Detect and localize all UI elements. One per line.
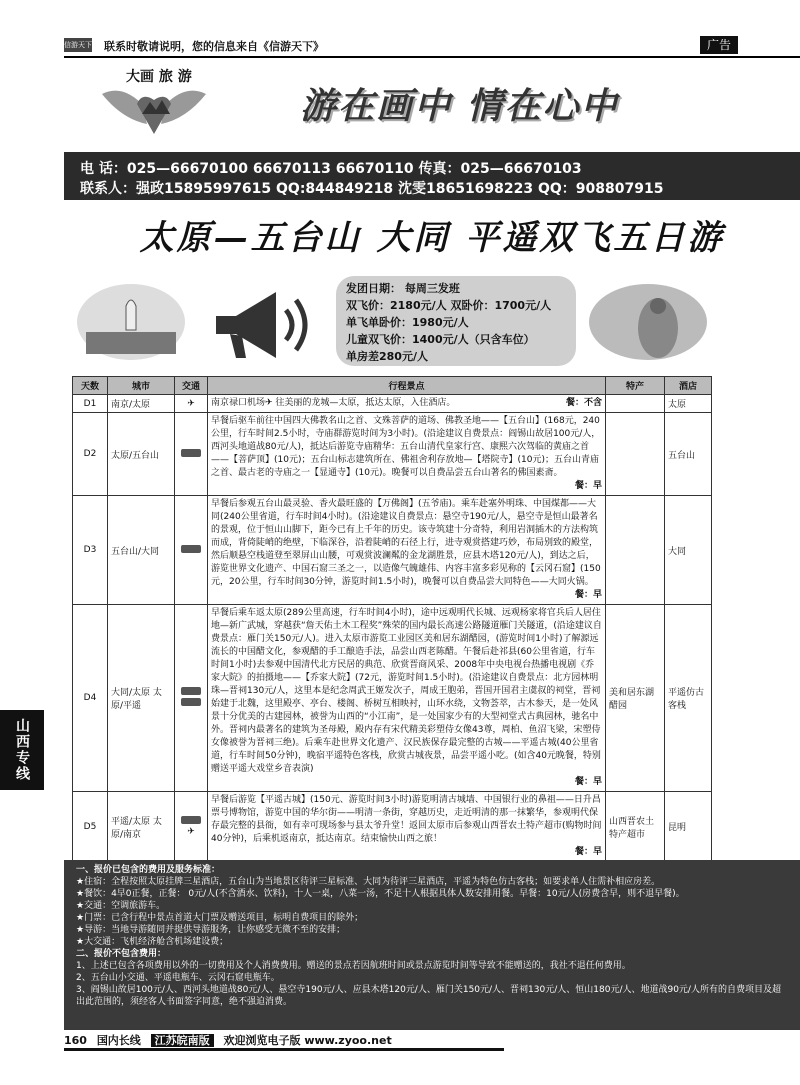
- footer: [64, 1032, 398, 1048]
- notes-panel: [64, 860, 800, 1030]
- spots-text: 早餐后游览【平遥古城】(150元、游览时间3小时)游览明清古城墙、中国银行业的鼻祖——日升昌票号博物馆，游览中国的华尔街——明清一条街，穿越历史，走近明清的那一抹繁华，参观明代保存最完整的县衙，如有幸可现场参与县太爷升堂！返回太原市后参观山西晋农土特产超市(购物时间40分钟)，后乘机返南京，抵达南京。结束愉快山西之旅！: [211, 795, 602, 844]
- specialty-cell: 山西晋农土特产超市: [606, 792, 665, 862]
- logo-text: 大画 旅 游: [126, 69, 192, 85]
- bus-icon: [181, 449, 201, 457]
- contact-band: [64, 152, 800, 200]
- bus-icon: [181, 687, 201, 695]
- city-cell: 平遥/太原 太原/南京: [108, 792, 175, 862]
- hotel-cell: 五台山: [665, 413, 712, 496]
- day-cell: D3: [73, 496, 108, 605]
- city-cell: 五台山/大同: [108, 496, 175, 605]
- slogan: 游在画中 情在心中: [300, 86, 619, 127]
- spots-cell: [208, 395, 606, 413]
- hotel-cell: 昆明: [665, 792, 712, 862]
- day-cell: D2: [73, 413, 108, 496]
- note-line: 1、上述已包含各项费用以外的一切费用及个人消费费用。赠送的景点若因航班时间或景点游览时间等导致不能赠送的，我社不退任何费用。: [76, 961, 631, 971]
- top-notice: 联系时敬请说明，您的信息来自《信游天下》: [104, 40, 324, 53]
- hotel-cell: 大同: [665, 496, 712, 605]
- ad-tag: 广告: [700, 36, 738, 54]
- price-info-box: [336, 276, 576, 366]
- day-cell: D1: [73, 395, 108, 413]
- table-row: [73, 792, 712, 862]
- edition-badge: 江苏皖南版: [151, 1034, 214, 1047]
- specialty-cell: [606, 413, 665, 496]
- note-line: ★大交通：飞机经济舱含机场建设费；: [76, 937, 229, 947]
- meal-text: 餐：早: [574, 847, 602, 857]
- note-line: ★餐饮：4早0正餐，正餐： 0元/人(不含酒水、饮料)，十人一桌，八菜一汤，不足十人根据具体人数安排用餐。早餐：10元/人(房费含早，则不退早餐)。: [76, 889, 685, 899]
- spots-text: 早餐后参观五台山最灵验、香火最旺盛的【万佛阁】(五爷庙)。乘车赴塞外明珠、中国煤都——大同(240公里省道，行车时间4小时)。(沿途建议自费景点：悬空寺190元/人，悬空寺是恒山最著名的景观，位于恒山山脚下，距今已有上千年的历史。该寺筑建十分奇特，利用岩洞插木的方法构筑而成，背倚陡峭的绝壁，下临深谷，沿着陡峭的石径上行，进寺观赏搭建巧妙，布局别致的殿堂，然后顺悬空栈道登至翠屏山山腰，可观赏波澜粼的金龙湖胜景，应县木塔120元/人)，到达之后，游览世界文化遗产、中国石窟三圣之一，以造像气魄雄伟、内容丰富多彩见称的【云冈石窟】(150元，20公里，行车时间30分钟，游览时间1.5小时)，晚餐可以自费品尝大同特色——大同火锅。: [211, 499, 601, 587]
- table-row: [73, 496, 712, 605]
- day-cell: D4: [73, 605, 108, 792]
- th-city: 城市: [108, 377, 175, 395]
- table-header-row: [73, 377, 712, 395]
- web-link[interactable]: 欢迎浏览电子版 www.zyoo.net: [223, 1034, 392, 1047]
- hotel-cell: 平遥仿古客栈: [665, 605, 712, 792]
- tour-title: 太原—五台山 大同 平遥双飞五日游: [139, 218, 725, 258]
- note-line: ★住宿：全程按照太原挂牌三星酒店，五台山为当地景区待评三星标准、大同为待评三星酒店，平遥为特色仿古客栈；如要求单人住需补相应房差。: [76, 877, 661, 887]
- top-logo: 信游天下: [64, 38, 92, 52]
- hotel-cell: 太原: [665, 395, 712, 413]
- buddha-photo-icon: [588, 282, 708, 362]
- table-row: [73, 605, 712, 792]
- note-line: 3、阎锡山故居100元/人、西河头地道战80元/人、悬空寺190元/人、应县木塔120元/人、雁门关150元/人、晋祠130元/人、恒山180元/人、地道战90元/人所有的自费项目及超出此范围的，须经客人书面签字同意，绝不强迫消费。: [76, 985, 781, 1007]
- contact-line-1: 电 话：025—66670100 66670113 66670110 传真：025—66670103: [80, 161, 582, 177]
- price-child: 儿童双飞价：1400元/人（只含车位）: [346, 333, 535, 346]
- specialty-cell: [606, 496, 665, 605]
- spots-cell: [208, 792, 606, 862]
- table-row: [73, 395, 712, 413]
- side-tab: 山西专线: [0, 710, 44, 790]
- specialty-cell: [606, 395, 665, 413]
- spots-text: 南京禄口机场✈ 往美丽的龙城—太原，抵达太原，入住酒店。: [211, 398, 456, 408]
- footer-rule: [64, 1048, 504, 1051]
- th-transport: 交通: [175, 377, 208, 395]
- itinerary-table: [72, 376, 712, 862]
- meal-text: 餐：早: [574, 590, 602, 600]
- note-line: 二、报价不包含费用：: [76, 949, 167, 959]
- price-single: 单飞单卧价：1980元/人: [346, 316, 469, 329]
- spots-cell: [208, 413, 606, 496]
- th-specialty: 特产: [606, 377, 665, 395]
- meal-text: 餐：不含: [565, 398, 602, 408]
- megaphone-icon: [206, 282, 316, 368]
- table-row: [73, 413, 712, 496]
- day-cell: D5: [73, 792, 108, 862]
- note-line: ★交通：空调旅游车。: [76, 901, 166, 911]
- meal-text: 餐：早: [574, 481, 602, 491]
- plane-icon: ✈: [187, 827, 195, 837]
- spots-text: 早餐后驱车前往中国四大佛教名山之首、文殊菩萨的道场、佛教圣地——【五台山】(168元，240公里，行车时间2.5小时，寺庙群游览时间为3小时)。(沿途建议自费景点：阎锡山故居100元/人，西河头地道战80元/人)，抵达后游览寺庙精华：五台山清代皇家行宫、康熙六次驾临的黄庙之首——【菩萨顶】(10元)；五台山标志建筑所在、佛祖舍利存放地—【塔院寺】(10元)；五台山青庙之首、最古老的寺庙之一【显通寺】(10元)。晚餐可以自费品尝五台山著名的佛国素斋。: [211, 416, 601, 478]
- note-line: ★导游：当地导游随同并提供导游服务，让你感受无微不至的安排；: [76, 925, 346, 935]
- pagoda-photo-icon: [76, 282, 186, 362]
- departure-dates: 发团日期： 每周三发班: [346, 282, 460, 295]
- spots-cell: [208, 496, 606, 605]
- meal-text: 餐：早: [574, 777, 602, 787]
- note-line: 一、报价已包含的费用及服务标准：: [76, 865, 221, 875]
- specialty-cell: 美和居东湖醋园: [606, 605, 665, 792]
- city-cell: 南京/太原: [108, 395, 175, 413]
- contact-line-2: 联系人：强政15895997615 QQ:844849218 沈雯18651698223 QQ：908807915: [80, 181, 664, 197]
- note-line: 2、五台山小交通、平遥电瓶车、云冈石窟电瓶车。: [76, 973, 280, 983]
- spots-text: 早餐后乘车返太原(289公里高速，行车时间4小时)，途中远观明代长城、远观杨家将官兵后人居住地—新广武城，穿越获“詹天佑土木工程奖”殊荣的国内最长高速公路隧道雁门关隧道，(沿途建议自费景点：雁门关150元/人)。进入太原市游览工业园区美和居东湖醋园，(游览时间1小时)了解源远流长的中国醋文化，参观醋的手工酿造手法，品尝山西老陈醋。午餐后赴祁县(60公里省道，行车时间1小时)去参观中国清代北方民居的典范、欣赏晋商风采、2008年中央电视台热播电视剧《乔家大院》的拍摄地——【乔家大院】(72元，游览时间1.5小时)。(沿途建议自费景点：北方园林明珠—晋祠130元/人，这里本是纪念周武王姬发次子，周成王胞弟，晋国开国君主虞叔的祠堂，晋祠始建于北魏，这里殿亭、亭台、楼阁、桥树互相映衬，山环水绕，文物荟萃，古木参天，是一处风景十分优美的古建园林，被誉为山西的“小江南”，是一处国家少有的大型祠堂式古典园林，驰名中外。晋祠内最著名的建筑为圣母殿，殿内存有宋代精美彩塑侍女像43尊，周柏、鱼沼飞梁，宋塑侍女像被誉为晋祠三绝)。后乘车赴世界文化遗产、汉民族保存最完整的古城——平遥古城(40公里省道，行车时间50分钟)，晚宿平遥特色客栈，欣赏古城夜景，品尝平遥小吃。(如含40元晚餐，特别赠送平遥大戏堂乡音表演): [211, 608, 602, 774]
- th-day: 天数: [73, 377, 108, 395]
- plane-icon: ✈: [175, 395, 208, 413]
- page-number: 160: [64, 1034, 87, 1047]
- single-room-supplement: 单房差280元/人: [346, 350, 428, 363]
- price-round-trip: 双飞价：2180元/人 双卧价：1700元/人: [346, 299, 552, 312]
- spots-cell: [208, 605, 606, 792]
- bus-icon: [181, 698, 201, 706]
- city-cell: 大同/太原 太原/平遥: [108, 605, 175, 792]
- bus-icon: [181, 545, 201, 553]
- th-hotel: 酒店: [665, 377, 712, 395]
- city-cell: 太原/五台山: [108, 413, 175, 496]
- note-line: ★门票：已含行程中景点首道大门票及赠送项目，标明自费项目的除外；: [76, 913, 364, 923]
- th-spots: 行程景点: [208, 377, 606, 395]
- bus-icon: [181, 816, 201, 824]
- section-name: 国内长线: [96, 1034, 141, 1047]
